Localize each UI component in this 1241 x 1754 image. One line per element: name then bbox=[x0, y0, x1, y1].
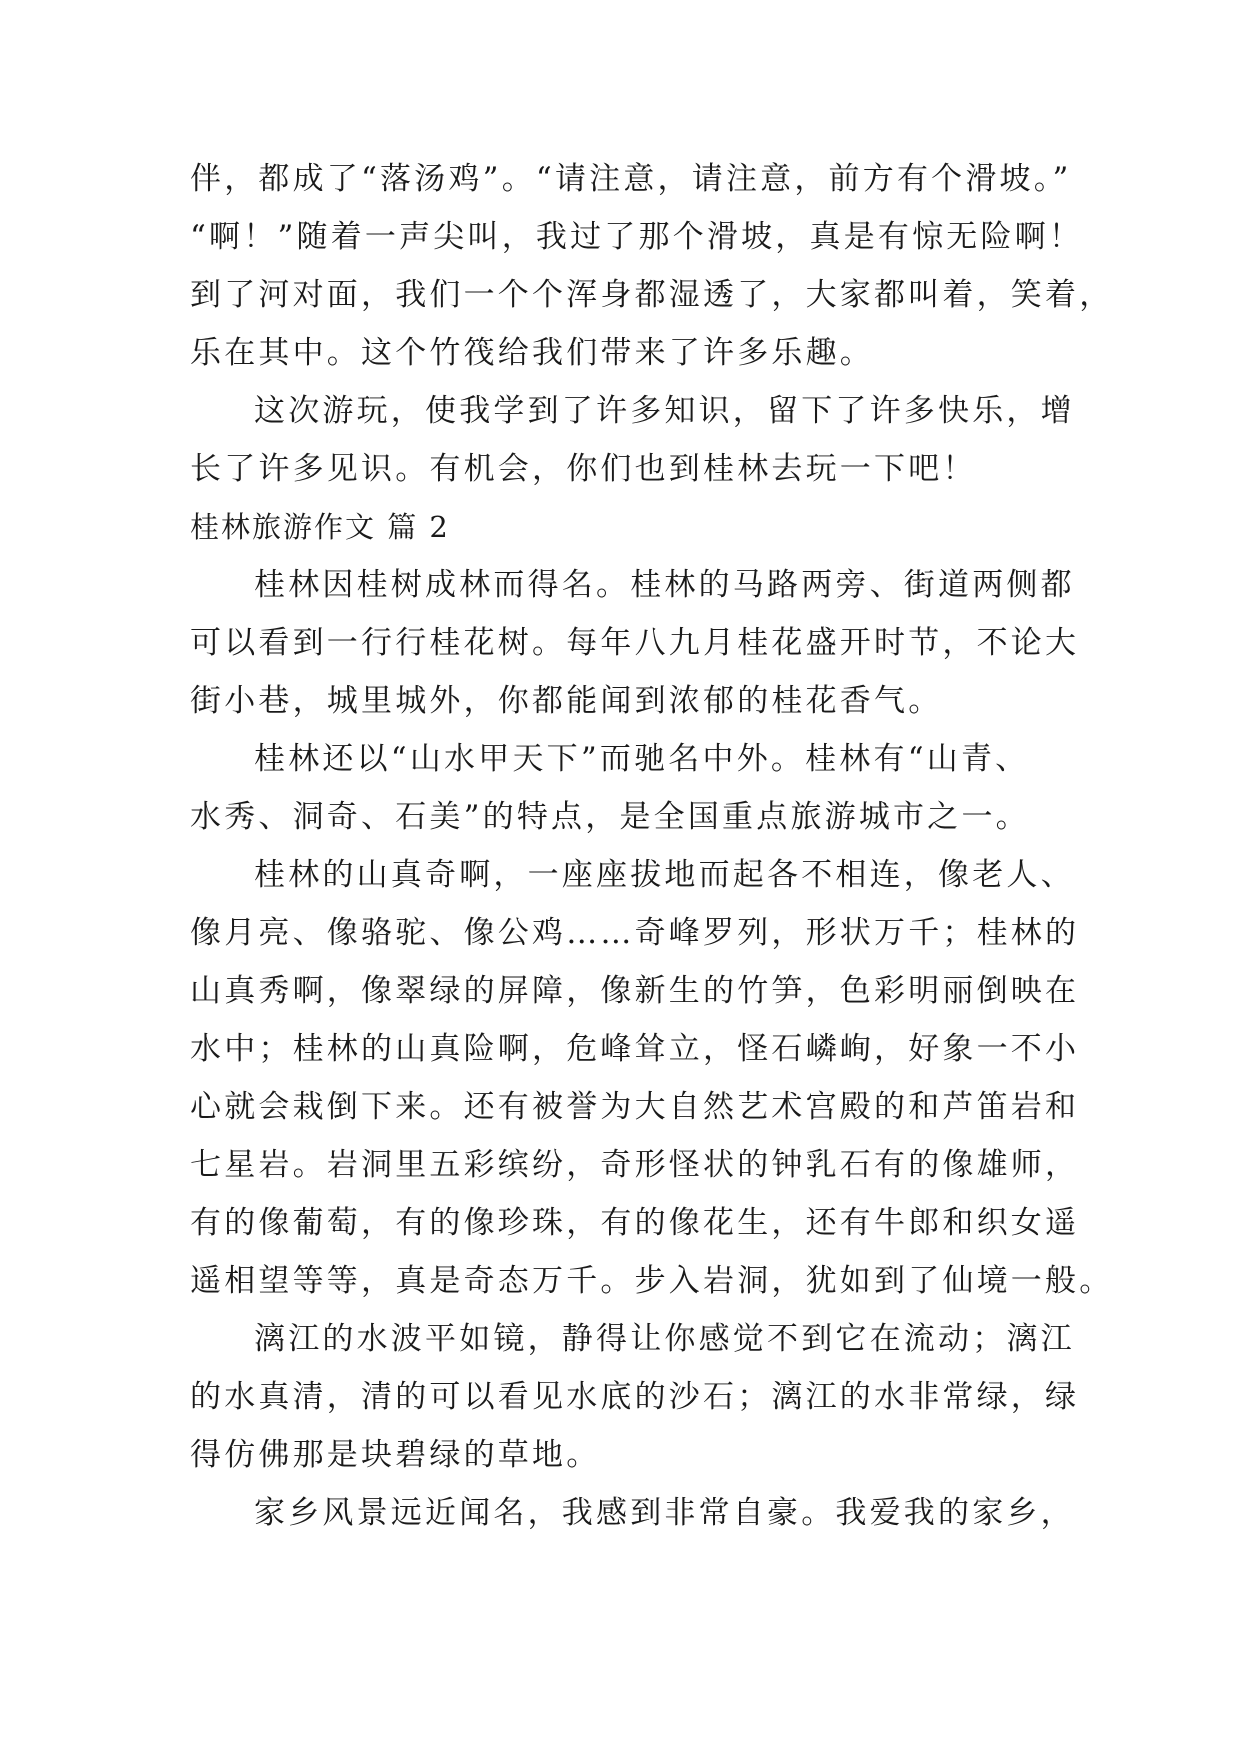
paragraph-first-line: 这次游玩，使我学到了许多知识，留下了许多快乐，增 bbox=[254, 393, 1075, 429]
text-line: 遥相望等等，真是奇态万千。步入岩洞，犹如到了仙境一般。 bbox=[190, 1263, 1114, 1299]
text-line: 长了许多见识。有机会，你们也到桂林去玩一下吧！ bbox=[190, 451, 977, 487]
text-line: “啊！”随着一声尖叫，我过了那个滑坡，真是有惊无险啊！ bbox=[190, 219, 1084, 255]
text-line: 心就会栽倒下来。还有被誉为大自然艺术宫殿的和芦笛岩和 bbox=[190, 1089, 1080, 1125]
text-line: 可以看到一行行桂花树。每年八九月桂花盛开时节，不论大 bbox=[190, 625, 1080, 661]
text-line: 伴，都成了“落汤鸡”。“请注意，请注意，前方有个滑坡。” bbox=[190, 161, 1072, 197]
text-line: 得仿佛那是块碧绿的草地。 bbox=[190, 1437, 601, 1473]
paragraph-first-line: 桂林的山真奇啊，一座座拔地而起各不相连，像老人、 bbox=[254, 857, 1075, 893]
text-line: 有的像葡萄，有的像珍珠，有的像花生，还有牛郎和织女遥 bbox=[190, 1205, 1080, 1241]
paragraph-first-line: 漓江的水波平如镜，静得让你感觉不到它在流动；漓江 bbox=[254, 1321, 1075, 1357]
text-line: 到了河对面，我们一个个浑身都湿透了，大家都叫着，笑着， bbox=[190, 277, 1114, 313]
paragraph-first-line: 桂林因桂树成林而得名。桂林的马路两旁、街道两侧都 bbox=[254, 567, 1075, 603]
paragraph-first-line: 桂林还以“山水甲天下”而驰名中外。桂林有“山青、 bbox=[254, 741, 1030, 777]
paragraph-first-line: 家乡风景远近闻名，我感到非常自豪。我爱我的家乡， bbox=[254, 1495, 1075, 1531]
text-line: 乐在其中。这个竹筏给我们带来了许多乐趣。 bbox=[190, 335, 874, 371]
document-page bbox=[190, 150, 1114, 1542]
text-line: 像月亮、像骆驼、像公鸡……奇峰罗列，形状万千；桂林的 bbox=[190, 915, 1080, 951]
section-heading: 桂林旅游作文 篇 2 bbox=[190, 510, 450, 544]
text-line: 街小巷，城里城外，你都能闻到浓郁的桂花香气。 bbox=[190, 683, 943, 719]
text-line: 山真秀啊，像翠绿的屏障，像新生的竹笋，色彩明丽倒映在 bbox=[190, 973, 1080, 1009]
text-line: 水秀、洞奇、石美”的特点，是全国重点旅游城市之一。 bbox=[190, 799, 1030, 835]
text-line: 水中；桂林的山真险啊，危峰耸立，怪石嶙峋，好象一不小 bbox=[190, 1031, 1080, 1067]
text-line: 的水真清，清的可以看见水底的沙石；漓江的水非常绿，绿 bbox=[190, 1379, 1080, 1415]
text-line: 七星岩。岩洞里五彩缤纷，奇形怪状的钟乳石有的像雄师， bbox=[190, 1147, 1080, 1183]
